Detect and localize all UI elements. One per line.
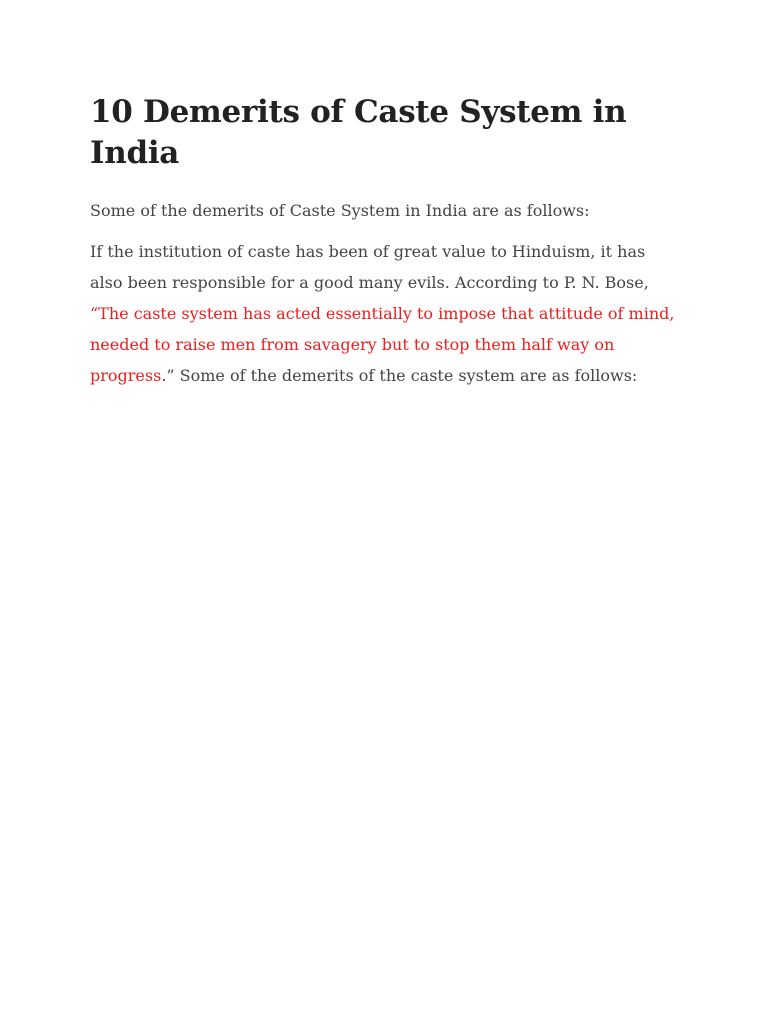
body-paragraph [90,236,678,391]
paragraph-text-before-quote: If the institution of caste has been of great value to Hinduism, it has also been responsible for a good many evils. According to P. N. Bose, [90,242,649,292]
intro-paragraph: Some of the demerits of Caste System in India are as follows: [90,201,590,220]
highlighted-quote: “The caste system has acted essentially to impose that attitude of mind, needed to raise men from savagery but to stop them half way on progress [90,304,675,385]
page-title: 10 Demerits of Caste System in India [90,94,627,171]
paragraph-text-after-quote: .” Some of the demerits of the caste system are as follows: [161,366,638,385]
